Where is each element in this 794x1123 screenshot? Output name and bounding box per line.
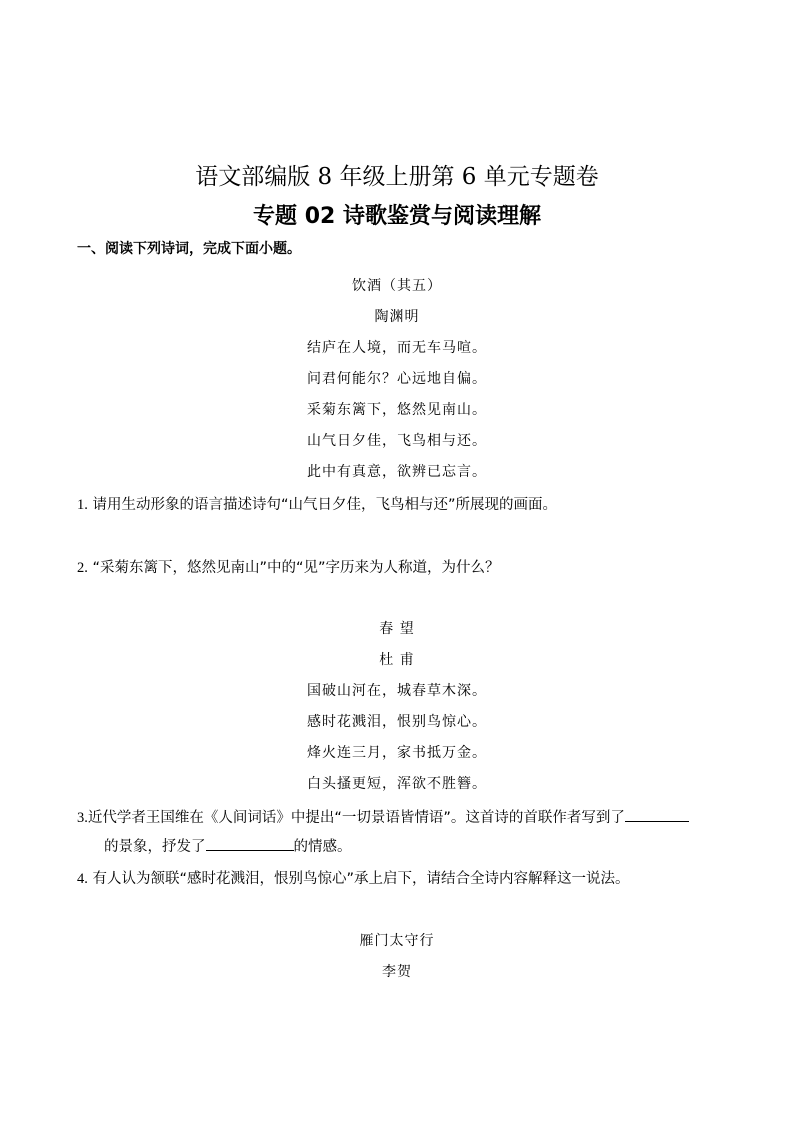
question-number: 3. (77, 810, 88, 826)
question-3 (77, 805, 727, 829)
poem-line: 烽火连三月，家书抵万金。 (307, 745, 487, 761)
poem-line: 山气日夕佳，飞鸟相与还。 (307, 433, 487, 449)
poem-line: 白头搔更短，浑欲不胜簪。 (307, 776, 487, 792)
document-title: 语文部编版 8 年级上册第 6 单元专题卷 (195, 164, 599, 190)
answer-blank[interactable] (625, 805, 689, 822)
poem-title: 春 望 (379, 621, 415, 637)
question-number: 2. (77, 560, 88, 576)
poem-line: 国破山河在，城春草木深。 (307, 683, 487, 699)
poem-line: 结庐在人境，而无车马喧。 (307, 340, 487, 356)
question-1 (77, 494, 727, 516)
document-subtitle: 专题 02 诗歌鉴赏与阅读理解 (253, 204, 541, 229)
question-text: 有人认为颔联“感时花溅泪，恨别鸟惊心”承上启下，请结合全诗内容解释这一说法。 (92, 871, 630, 887)
question-text: 的景象，抒发了 (104, 839, 206, 855)
question-number: 1. (77, 497, 88, 513)
question-text: “采菊东篱下，悠然见南山”中的“见”字历来为人称道，为什么？ (92, 560, 500, 576)
question-3-continued (104, 834, 754, 858)
question-text: 的情感。 (293, 839, 352, 855)
poem-line: 感时花溅泪，恨别鸟惊心。 (307, 714, 487, 730)
poem-author: 陶渊明 (374, 309, 420, 325)
question-4 (77, 868, 727, 890)
poem-author: 杜 甫 (379, 652, 415, 668)
question-number: 4. (77, 871, 88, 887)
poem-author: 李贺 (382, 964, 412, 980)
answer-blank[interactable] (206, 834, 294, 851)
question-text: 近代学者王国维在《人间词话》中提出“一切景语皆情语”。这首诗的首联作者写到了 (87, 810, 625, 826)
poem-line: 采菊东篱下，悠然见南山。 (307, 402, 487, 418)
poem-line: 此中有真意，欲辨已忘言。 (307, 464, 487, 480)
section-heading: 一、阅读下列诗词，完成下面小题。 (77, 241, 301, 257)
poem-title: 雁门太守行 (359, 933, 435, 949)
question-2 (77, 557, 727, 579)
question-text: 请用生动形象的语言描述诗句“山气日夕佳，飞鸟相与还”所展现的画面。 (92, 497, 558, 513)
poem-title: 饮酒（其五） (352, 278, 442, 294)
poem-line: 问君何能尔？心远地自偏。 (307, 371, 487, 387)
